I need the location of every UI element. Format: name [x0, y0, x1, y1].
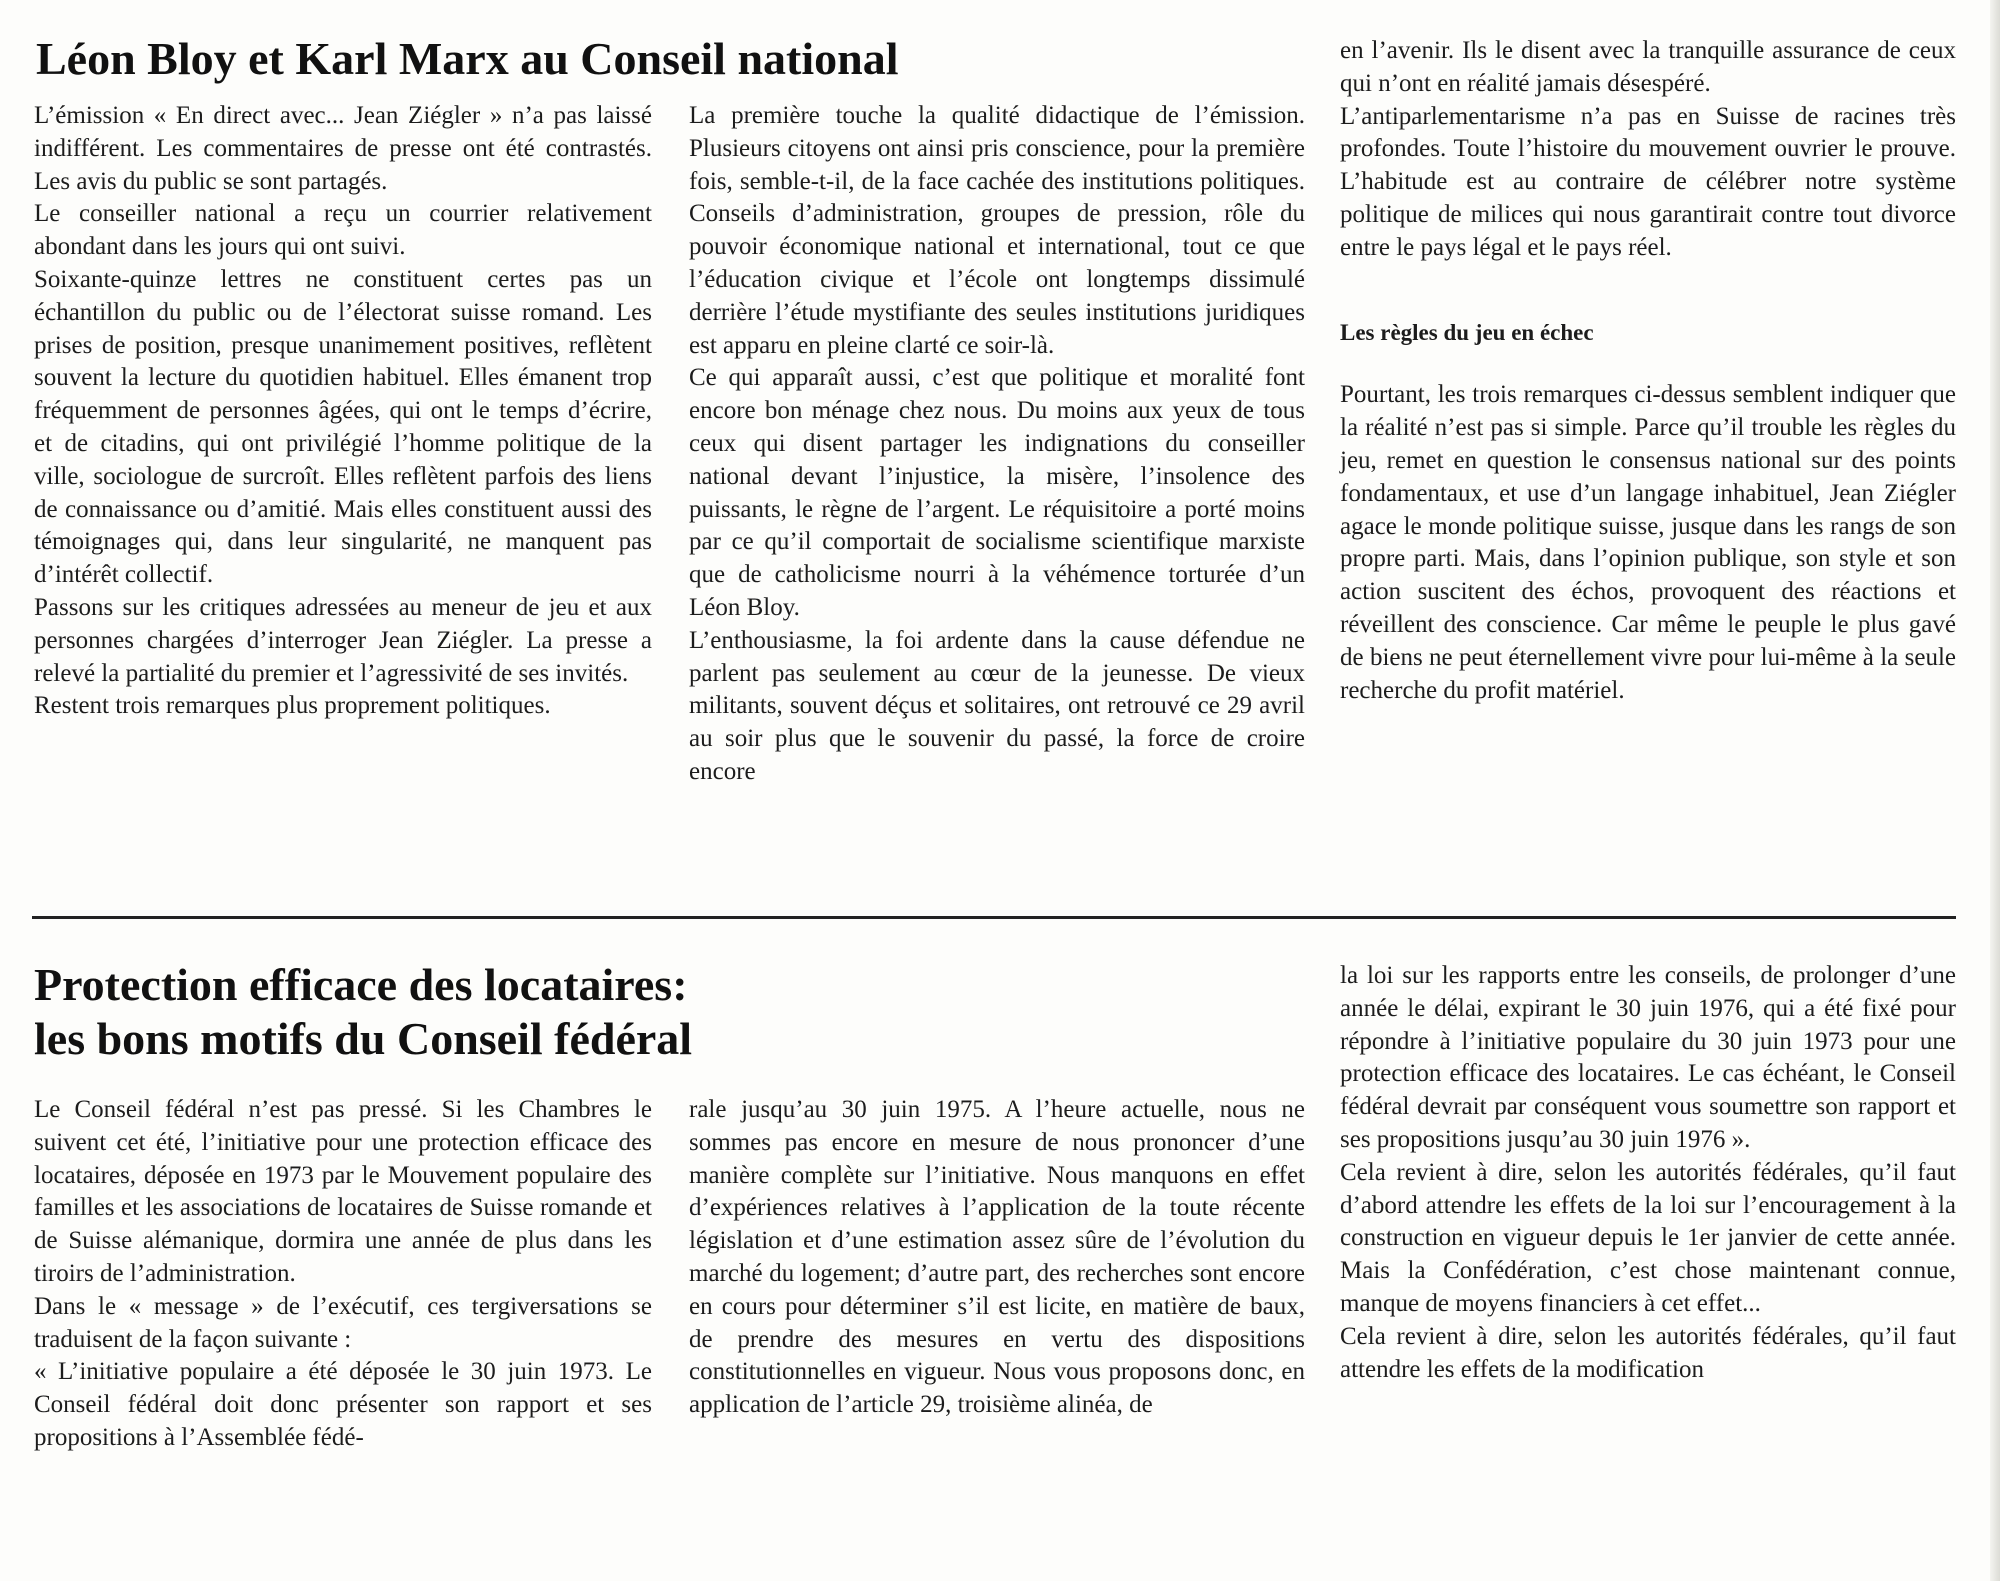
paragraph: L’antiparlementarisme n’a pas en Suisse de racines très profondes. Toute l’histoire du mouvement ouvrier le prouve. L’habitude est au contraire de célébrer notre système politique de milices qui nous garantirait contre tout divorce entre le pays légal et le pays réel. [1340, 102, 1956, 261]
article-1-title: Léon Bloy et Karl Marx au Conseil national [36, 33, 899, 84]
paragraph: Ce qui apparaît aussi, c’est que politique et moralité font encore bon ménage chez nous. Du moins aux yeux de tous ceux qui disent partager les indignations du conseiller national devant l’injustice, la misère, l’insolence des puissants, le règne de l’argent. Le réquisitoire a porté moins par ce qu’il comportait de socialisme scientifique marxiste que de catholicisme nourri à la véhémence torturée d’un Léon Bloy. [689, 364, 1305, 621]
paragraph: Pourtant, les trois remarques ci-dessus semblent indiquer que la réalité n’est pas si simple. Parce qu’il trouble les règles du jeu, remet en question le consensus national sur des points fondamentaux, et use d’un langage inhabituel, Jean Ziégler agace le monde politique suisse, jusque dans les rangs de son propre parti. Mais, dans l’opinion publique, son style et son action suscitent des échos, provoquent des réactions et réveillent des conscience. Car même le peuple le plus gavé de biens ne peut éternellement vivre pour lui-même à la seule recherche du profit matériel. [1340, 381, 1956, 704]
page-edge-shadow [1990, 0, 2000, 1581]
paragraph: La première touche la qualité didactique de l’émission. Plusieurs citoyens ont ainsi pris conscience, pour la première fois, semble-t-il, de la face cachée des institutions politiques. Conseils d’administration, groupes de pression, rôle du pouvoir économique national et international, tout ce que l’éducation civique et l’école ont longtemps dissimulé derrière l’étude mystifiante des seules institutions juridiques est apparu en pleine clarté ce soir-là. [689, 102, 1305, 359]
paragraph: L’enthousiasme, la foi ardente dans la cause défendue ne parlent pas seulement au cœur de la jeunesse. De vieux militants, souvent déçus et solitaires, ont retrouvé ce 29 avril au soir plus que le souvenir du passé, la force de croire encore [689, 626, 1305, 785]
paragraph: Cela revient à dire, selon les autorités fédérales, qu’il faut d’abord attendre les effets de la loi sur l’encouragement à la construction en vigueur depuis le 1er janvier de cette année. Mais la Confédération, c’est chose maintenant connue, manque de moyens financiers à cet effet... [1340, 1158, 1956, 1317]
paragraph: Dans le « message » de l’exécutif, ces tergiversations se traduisent de la façon suivante : [34, 1292, 652, 1353]
article-2-column-2 [689, 1094, 1305, 1422]
paragraph: « L’initiative populaire a été déposée le 30 juin 1973. Le Conseil fédéral doit donc présenter son rapport et ses propositions à l’Assemblée fédé- [34, 1358, 652, 1451]
paragraph: L’émission « En direct avec... Jean Ziégler » n’a pas laissé indifférent. Les commentaires de presse ont été contrastés. Les avis du public se sont partagés. [34, 102, 652, 195]
paragraph: Le conseiller national a reçu un courrier relativement abondant dans les jours qui ont suivi. [34, 200, 652, 261]
paragraph: Le Conseil fédéral n’est pas pressé. Si les Chambres le suivent cet été, l’initiative pour une protection efficace des locataires, déposée en 1973 par le Mouvement populaire des familles et les associations de locataires de Suisse romande et de Suisse alémanique, dormira une année de plus dans les tiroirs de l’administration. [34, 1096, 652, 1287]
article-2-title-line-1: Protection efficace des locataires: [34, 959, 688, 1010]
paragraph: rale jusqu’au 30 juin 1975. A l’heure actuelle, nous ne sommes pas encore en mesure de nous prononcer d’une manière complète sur l’initiative. Nous manquons en effet d’expériences relatives à l’application de la toute récente législation et d’une estimation assez sûre de l’évolution du marché du logement; d’autre part, des recherches sont encore en cours pour déterminer s’il est licite, en matière de baux, de prendre des mesures en vertu des dispositions constitutionnelles en vigueur. Nous vous proposons donc, en application de l’article 29, troisième alinéa, de [689, 1096, 1305, 1419]
article-2-title-line-2: les bons motifs du Conseil fédéral [34, 1013, 693, 1064]
paragraph: la loi sur les rapports entre les conseils, de prolonger d’une année le délai, expirant le 30 juin 1976, qui a été fixé pour répondre à l’initiative populaire du 30 juin 1973 pour une protection efficace des locataires. Le cas échéant, le Conseil fédéral devrait par conséquent vous soumettre son rapport et ses propositions jusqu’au 30 juin 1976 ». [1340, 962, 1956, 1153]
article-1-column-2 [689, 100, 1305, 789]
article-1-column-1 [34, 100, 652, 723]
paragraph: en l’avenir. Ils le disent avec la tranquille assurance de ceux qui n’ont en réalité jamais désespéré. [1340, 37, 1956, 97]
article-1-column-3 [1340, 35, 1956, 707]
paragraph: Soixante-quinze lettres ne constituent certes pas un échantillon du public ou de l’électorat suisse romand. Les prises de position, presque unanimement positives, reflètent souvent la lecture du quotidien habituel. Elles émanent trop fréquemment de personnes âgées, qui ont le temps d’écrire, et de citadins, qui ont privilégié l’homme politique de la ville, sociologue de surcroît. Elles reflètent parfois des liens de connaissance ou d’amitié. Mais elles constituent aussi des témoignages qui, dans leur singularité, ne manquent pas d’intérêt collectif. [34, 265, 652, 589]
paragraph: Restent trois remarques plus proprement politiques. [34, 692, 551, 720]
article-2-column-1 [34, 1094, 652, 1455]
paragraph: Cela revient à dire, selon les autorités fédérales, qu’il faut attendre les effets de la modification [1340, 1322, 1956, 1383]
paragraph: Passons sur les critiques adressées au meneur de jeu et aux personnes chargées d’interroger Jean Ziégler. La presse a relevé la partialité du premier et l’agressivité de ses invités. [34, 593, 652, 687]
section-subheading: Les règles du jeu en échec [1340, 319, 1594, 345]
article-2-title [34, 958, 1034, 1066]
article-2-column-3 [1340, 960, 1956, 1386]
article-divider [32, 916, 1956, 919]
